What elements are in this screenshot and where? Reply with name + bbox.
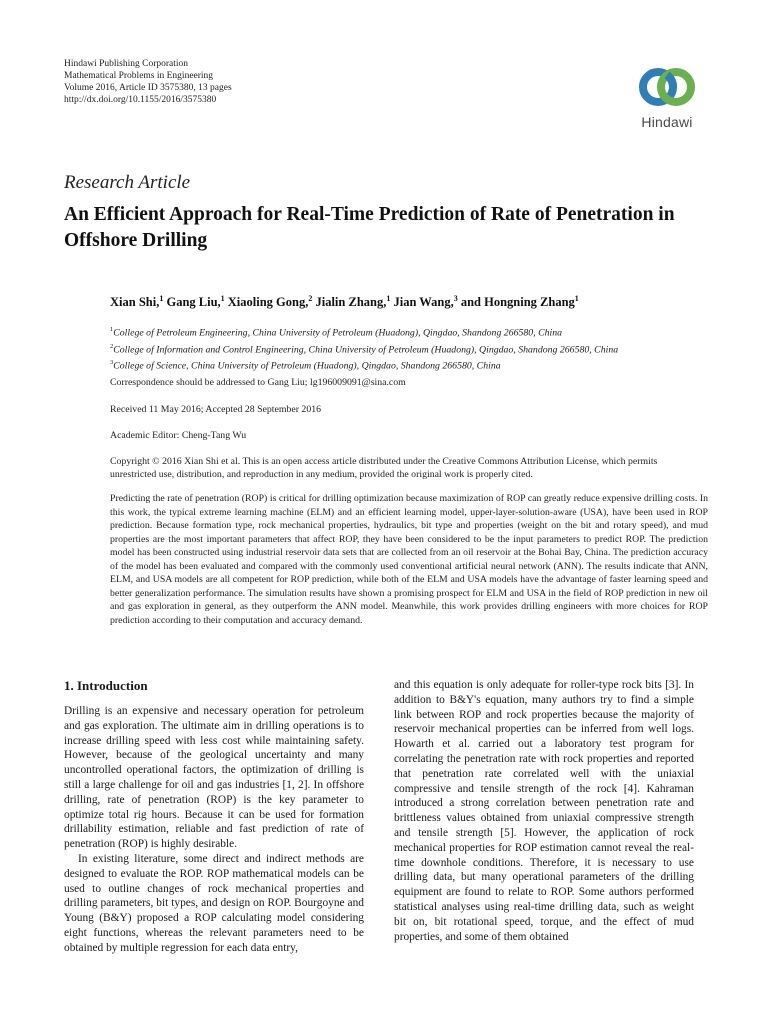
author-name: Jian Wang, [393, 295, 454, 310]
affiliations [110, 323, 618, 373]
affiliation-number: 1 [110, 326, 114, 333]
author-affiliation-mark: 1 [159, 294, 164, 303]
author-name: and Hongning Zhang [460, 295, 575, 310]
author-name: Jialin Zhang, [315, 295, 387, 310]
author-list [110, 294, 579, 310]
author-affiliation-mark: 1 [574, 294, 579, 303]
author-name: Xian Shi, [110, 295, 160, 310]
logo-text: Hindawi [641, 114, 693, 130]
author-name: Xiaoling Gong, [227, 295, 309, 310]
journal-volume: Volume 2016, Article ID 3575380, 13 pages [64, 83, 232, 93]
received-dates: Received 11 May 2016; Accepted 28 September 2016 [110, 404, 322, 415]
journal-info [64, 58, 232, 106]
article-type: Research Article [64, 172, 191, 193]
correspondence: Correspondence should be addressed to Gang Liu; lg196009091@sina.com [110, 377, 406, 388]
affiliation-item [110, 356, 618, 373]
hindawi-logo-icon [636, 62, 698, 112]
body-column-right [394, 678, 694, 944]
author-affiliation-mark: 1 [386, 294, 391, 303]
abstract: Predicting the rate of penetration (ROP) is critical for drilling optimization because maximization of ROP can greatly reduce expensive drilling costs. In this work, the typical extreme learning machine (ELM) and an efficient learning model, upper-layer-solution-aware (USA), have been used in ROP prediction. Because formation type, rock mechanical properties, hydraulics, bit type and properties (weight on the bit and rotary speed), and mud properties are the most important parameters that affect ROP, they have been considered to be the input parameters to predict ROP. The prediction model has been constructed using industrial reservoir data sets that are collected from an oil reservoir at the Bohai Bay, China. The prediction accuracy of the model has been evaluated and compared with the commonly used conventional artificial neural network (ANN). The results indicate that ANN, ELM, and USA models are all competent for ROP prediction, while both of the ELM and USA models have the advantage of faster learning speed and better generalization performance. The simulation results have shown a promising prospect for ELM and USA in the field of ROP prediction in new oil and gas exploration in general, as they outperform the ANN model. Meanwhile, this work provides drilling engineers with more choices for ROP prediction according to their computation and accuracy demand. [110, 493, 708, 626]
author-affiliation-mark: 2 [308, 294, 313, 303]
publisher-name: Hindawi Publishing Corporation [64, 59, 189, 69]
affiliation-text: College of Petroleum Engineering, China University of Petroleum (Huadong), Qingdao, Shandong 266580, China [113, 327, 563, 339]
academic-editor: Academic Editor: Cheng-Tang Wu [110, 430, 247, 441]
section-heading: 1. Introduction [64, 678, 148, 693]
affiliation-text: College of Science, China University of Petroleum (Huadong), Qingdao, Shandong 266580, China [113, 360, 501, 372]
affiliation-item [110, 323, 618, 340]
author-name: Gang Liu, [166, 295, 221, 310]
article-title: An Efficient Approach for Real-Time Prediction of Rate of Penetration in Offshore Drilling [64, 204, 675, 251]
copyright-notice: Copyright © 2016 Xian Shi et al. This is an open access article distributed under the Creative Commons Attribution License, which permits unrestricted use, distribution, and reproduction in any medium, provided the original work is properly cited. [110, 456, 658, 481]
affiliation-item [110, 340, 618, 357]
doi-link[interactable]: http://dx.doi.org/10.1155/2016/3575380 [64, 95, 217, 105]
author-affiliation-mark: 3 [453, 294, 458, 303]
body-paragraph: In existing literature, some direct and indirect methods are designed to evaluate the ROP. ROP mathematical models can be used to outline changes of rock mechanical properties and drilling parameters, bit types, and design on ROP. Bourgoyne and Young (B&Y) proposed a ROP calculating model considering eight functions, whereas the relevant parameters need to be obtained by multiple regression for each data entry, [64, 852, 364, 954]
affiliation-number: 3 [110, 359, 114, 367]
body-column-left [64, 678, 364, 956]
affiliation-text: College of Information and Control Engineering, China University of Petroleum (Huadong), Qingdao, Shandong 266580, China [113, 343, 619, 355]
affiliation-number: 2 [110, 342, 114, 350]
publisher-logo [622, 62, 712, 130]
body-paragraph: Drilling is an expensive and necessary operation for petroleum and gas exploration. The ultimate aim in drilling operations is to increase drilling speed with less cost while maintaining safety. However, because of the geological uncertainty and many uncontrolled operational factors, the optimization of drilling is still a large challenge for oil and gas industries [1, 2]. In offshore drilling, rate of penetration (ROP) is the key parameter to optimize total rig hours. Because it can be used for formation drillability estimation, reliable and fast prediction of rate of penetration (ROP) is highly desirable. [64, 705, 364, 851]
author-affiliation-mark: 1 [220, 294, 225, 303]
body-paragraph: and this equation is only adequate for roller-type rock bits [3]. In addition to B&Y's equation, many authors try to find a simple link between ROP and rock properties because the majority of reservoir mechanical properties can be inferred from well logs. Howarth et al. carried out a laboratory test program for correlating the penetration rate with rock properties and reported that penetration rate correlated well with the uniaxial compressive and tensile strength of the rock [4]. Kahraman introduced a strong correlation between penetration rate and brittleness values obtained from uniaxial compressive strength and tensile strength [5]. However, the application of rock mechanical properties for ROP estimation cannot reveal the real-time downhole conditions. Therefore, it is necessary to use drilling data, but many operational parameters of the drilling equipment are found to relate to ROP. Some authors performed statistical analyses using real-time drilling data, such as weight bit on, bit rotational speed, torque, and the effect of mud properties, and some of them obtained [394, 679, 694, 943]
journal-name: Mathematical Problems in Engineering [64, 71, 214, 81]
